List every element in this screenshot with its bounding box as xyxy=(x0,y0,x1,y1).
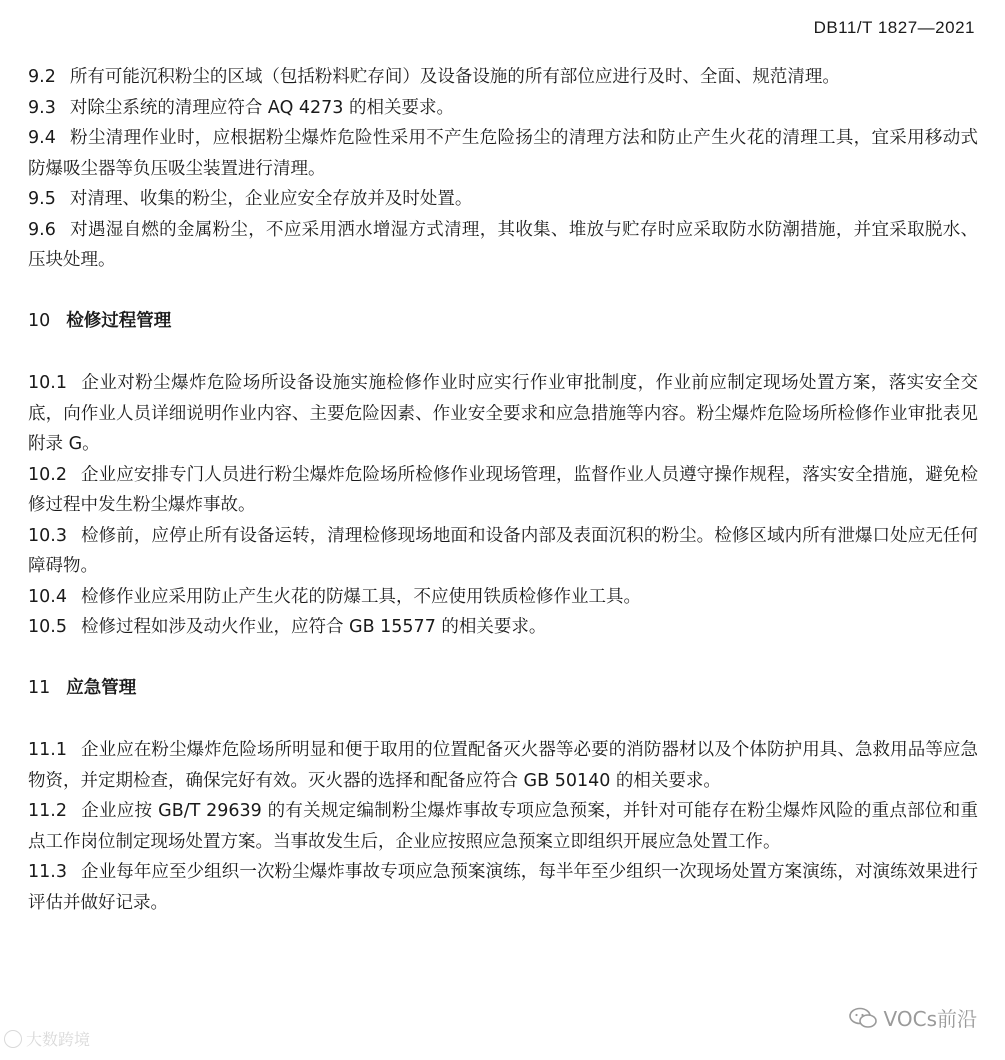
clause-text: 检修过程如涉及动火作业，应符合 GB 15577 的相关要求。 xyxy=(80,617,547,637)
clause-text: 所有可能沉积粉尘的区域（包括粉料贮存间）及设备设施的所有部位应进行及时、全面、规范清理。 xyxy=(69,67,840,87)
clause-number: 10.3 xyxy=(28,525,67,546)
section-title: 应急管理 xyxy=(66,677,137,698)
clause-10-3 xyxy=(28,521,978,582)
section-number: 11 xyxy=(28,677,51,698)
clause-9-5 xyxy=(28,184,978,215)
clause-10-4 xyxy=(28,582,978,613)
clause-number: 9.5 xyxy=(28,189,56,209)
clause-text: 对除尘系统的清理应符合 AQ 4273 的相关要求。 xyxy=(69,97,455,118)
watermark-right xyxy=(848,1003,977,1032)
clause-text: 企业每年应至少组织一次粉尘爆炸事故专项应急预案演练，每半年至少组织一次现场处置方案演练，对演练效果进行评估并做好记录。 xyxy=(28,862,978,913)
section-11-heading xyxy=(28,673,978,704)
clause-number: 9.4 xyxy=(28,128,56,148)
section-10-list xyxy=(28,368,978,643)
clause-text: 企业应安排专门人员进行粉尘爆炸危险场所检修作业现场管理，监督作业人员遵守操作规程，落实安全措施，避免检修过程中发生粉尘爆炸事故。 xyxy=(28,464,978,515)
watermark-left-text: 大数跨境 xyxy=(26,1030,91,1049)
standard-number: DB11/T 1827—2021 xyxy=(813,18,975,37)
clause-number: 11.1 xyxy=(28,740,67,760)
wechat-icon xyxy=(848,1007,878,1029)
clause-9-6 xyxy=(28,215,978,276)
clause-text: 检修作业应采用防止产生火花的防爆工具，不应使用铁质检修作业工具。 xyxy=(80,586,641,607)
clause-text: 企业对粉尘爆炸危险场所设备设施实施检修作业时应实行作业审批制度，作业前应制定现场处置方案，落实安全交底，向作业人员详细说明作业内容、主要危险因素、作业安全要求和应急措施等内容。粉尘爆炸危险场所检修作业审批表见附录 G。 xyxy=(28,373,978,454)
watermark-left xyxy=(4,1027,90,1050)
clause-text: 对遇湿自燃的金属粉尘，不应采用洒水增湿方式清理，其收集、堆放与贮存时应采取防水防潮措施，并宜采取脱水、压块处理。 xyxy=(28,219,978,270)
section-10-heading xyxy=(28,306,978,337)
clause-number: 9.2 xyxy=(28,67,56,87)
clause-text: 粉尘清理作业时，应根据粉尘爆炸危险性采用不产生危险扬尘的清理方法和防止产生火花的清理工具，宜采用移动式防爆吸尘器等负压吸尘装置进行清理。 xyxy=(28,128,978,179)
clause-number: 10.2 xyxy=(28,464,67,485)
watermark-right-text: VOCs前沿 xyxy=(883,1007,977,1031)
section-title: 检修过程管理 xyxy=(66,310,172,331)
clause-text: 检修前，应停止所有设备运转，清理检修现场地面和设备内部及表面沉积的粉尘。检修区域内所有泄爆口处应无任何障碍物。 xyxy=(28,525,978,576)
clause-number: 9.3 xyxy=(28,97,56,118)
clause-10-5 xyxy=(28,612,978,643)
section-number: 10 xyxy=(28,310,51,331)
watermark-logo-icon xyxy=(4,1030,22,1048)
section-11-list xyxy=(28,735,978,918)
clause-number: 11.3 xyxy=(28,862,67,882)
document-body xyxy=(28,62,978,918)
clause-10-1 xyxy=(28,368,978,460)
clause-11-3 xyxy=(28,857,978,918)
clause-number: 10.4 xyxy=(28,586,67,607)
clause-11-1 xyxy=(28,735,978,796)
clause-9-4 xyxy=(28,123,978,184)
spacer xyxy=(28,703,978,735)
clause-10-2 xyxy=(28,460,978,521)
clause-11-2 xyxy=(28,796,978,857)
clause-number: 10.5 xyxy=(28,617,67,637)
clause-text: 企业应按 GB/T 29639 的有关规定编制粉尘爆炸事故专项应急预案，并针对可能存在粉尘爆炸风险的重点部位和重点工作岗位制定现场处置方案。当事故发生后，企业应按照应急预案立即组织开展应急处置工作。 xyxy=(28,801,978,852)
clause-text: 对清理、收集的粉尘，企业应安全存放并及时处置。 xyxy=(69,189,473,209)
clause-number: 9.6 xyxy=(28,219,56,240)
spacer xyxy=(28,336,978,368)
clause-9-2 xyxy=(28,62,978,93)
clause-number: 11.2 xyxy=(28,801,67,821)
section-9-list xyxy=(28,62,978,276)
spacer xyxy=(28,643,978,673)
clause-9-3 xyxy=(28,93,978,124)
spacer xyxy=(28,276,978,306)
clause-text: 企业应在粉尘爆炸危险场所明显和便于取用的位置配备灭火器等必要的消防器材以及个体防护用具、急救用品等应急物资，并定期检查，确保完好有效。灭火器的选择和配备应符合 GB 50140 的相关要求。 xyxy=(28,740,978,791)
clause-number: 10.1 xyxy=(28,373,67,393)
